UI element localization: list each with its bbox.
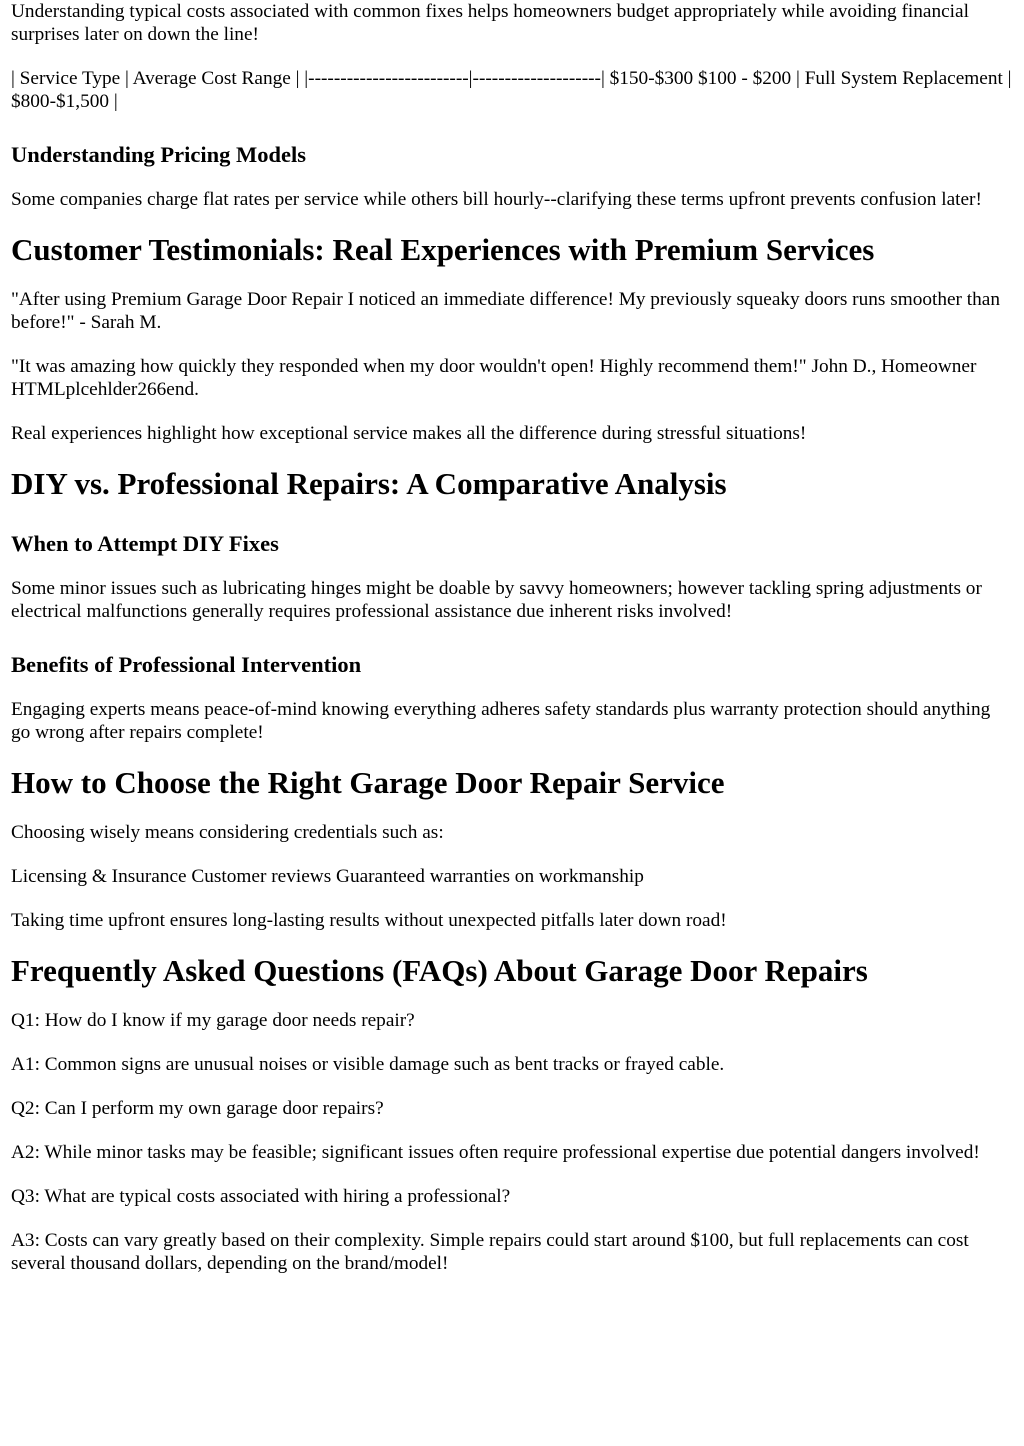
diy-when-heading: When to Attempt DIY Fixes	[11, 531, 279, 556]
testimonial-quote-2: "It was amazing how quickly they responded when my door wouldn't open! Highly recommend them!" John D., Homeowner HTMLplcehlder266end.	[11, 356, 977, 400]
faq-q3: Q3: What are typical costs associated with hiring a professional?	[11, 1186, 511, 1207]
diy-heading: DIY vs. Professional Repairs: A Comparative Analysis	[11, 466, 727, 501]
pricing-paragraph: Some companies charge flat rates per service while others bill hourly--clarifying these terms upfront prevents confusion later!	[11, 189, 982, 210]
cost-table-text: | Service Type | Average Cost Range | |-------------------------|--------------------| $150-$300 $100 - $200 | Full System Replacement | $800-$1,500 |	[11, 68, 1012, 112]
diy-when-paragraph: Some minor issues such as lubricating hinges might be doable by savvy homeowners; however tackling spring adjustments or electrical malfunctions generally requires professional assistance due inherent risks involved!	[11, 578, 982, 622]
pricing-heading: Understanding Pricing Models	[11, 142, 307, 167]
faq-heading: Frequently Asked Questions (FAQs) About Garage Door Repairs	[11, 953, 868, 988]
diy-benefits-paragraph: Engaging experts means peace-of-mind knowing everything adheres safety standards plus warranty protection should anything go wrong after repairs complete!	[11, 699, 991, 743]
choose-intro: Choosing wisely means considering credentials such as:	[11, 822, 444, 843]
choose-outro: Taking time upfront ensures long-lasting results without unexpected pitfalls later down road!	[11, 910, 727, 931]
choose-list: Licensing & Insurance Customer reviews Guaranteed warranties on workmanship	[11, 866, 644, 887]
faq-a3: A3: Costs can vary greatly based on their complexity. Simple repairs could start around $100, but full replacements can cost several thousand dollars, depending on the brand/model!	[11, 1230, 969, 1274]
faq-a1: A1: Common signs are unusual noises or visible damage such as bent tracks or frayed cable.	[11, 1054, 725, 1075]
choose-heading: How to Choose the Right Garage Door Repair Service	[11, 765, 725, 800]
testimonials-heading: Customer Testimonials: Real Experiences with Premium Services	[11, 232, 875, 267]
faq-q1: Q1: How do I know if my garage door needs repair?	[11, 1010, 415, 1031]
diy-benefits-heading: Benefits of Professional Intervention	[11, 652, 362, 677]
faq-q2: Q2: Can I perform my own garage door repairs?	[11, 1098, 384, 1119]
faq-a2: A2: While minor tasks may be feasible; significant issues often require professional expertise due potential dangers involved!	[11, 1142, 980, 1163]
intro-paragraph: Understanding typical costs associated with common fixes helps homeowners budget appropriately while avoiding financial surprises later on down the line!	[11, 1, 969, 45]
testimonials-summary: Real experiences highlight how exceptional service makes all the difference during stressful situations!	[11, 423, 807, 444]
testimonial-quote-1: "After using Premium Garage Door Repair I noticed an immediate difference! My previously squeaky doors runs smoother than before!" - Sarah M.	[11, 289, 1000, 333]
